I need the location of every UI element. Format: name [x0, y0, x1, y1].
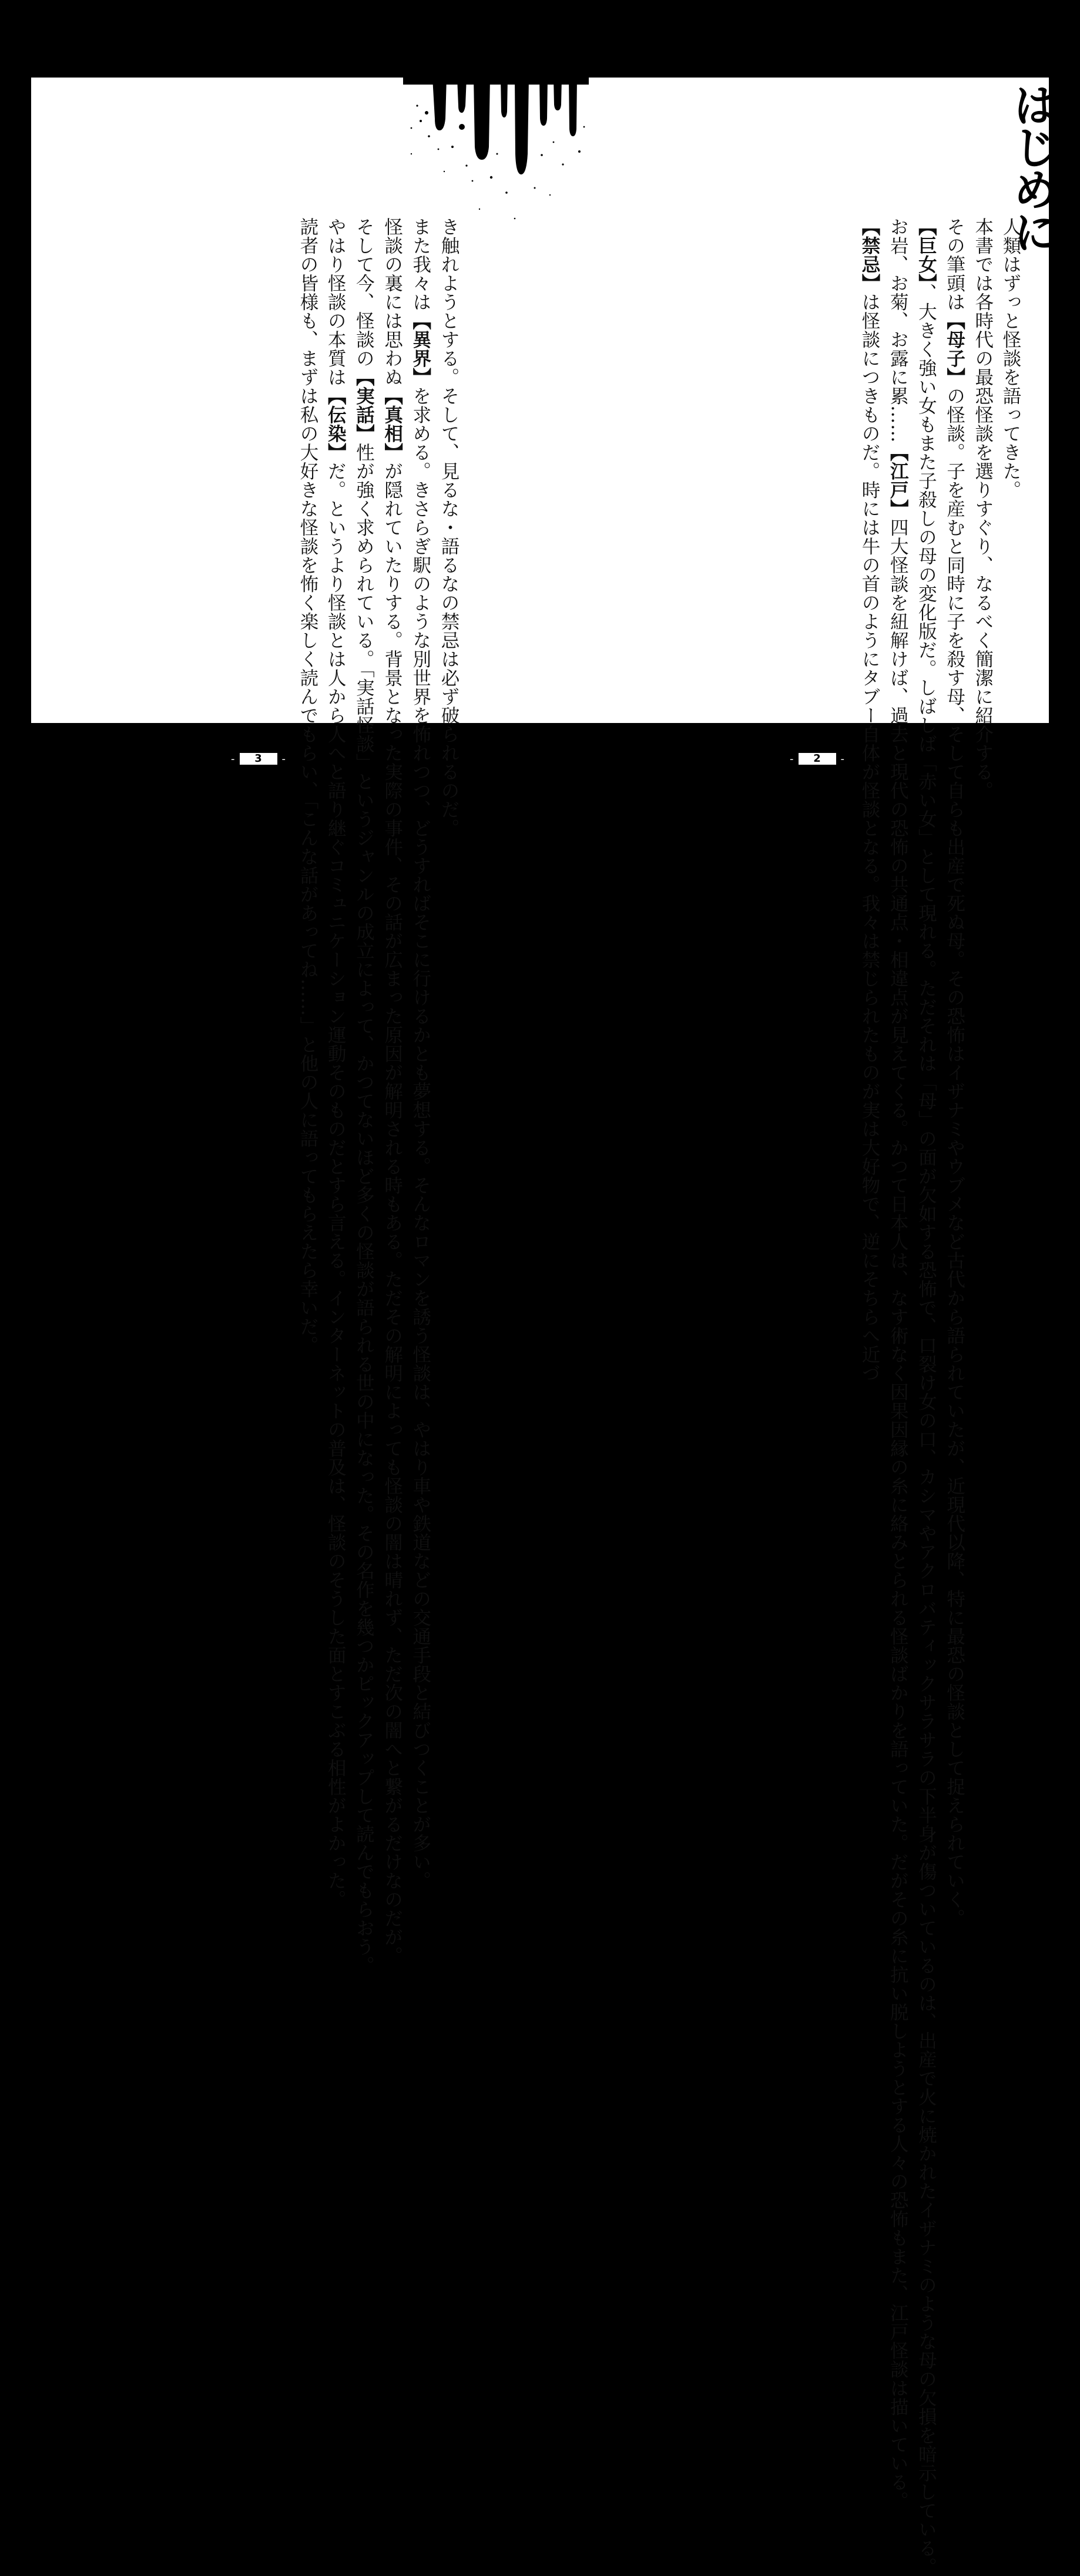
page-number-right: - 2 -	[790, 752, 844, 765]
left-page-body	[51, 217, 462, 1975]
paragraph: やはり怪談の本質は【伝染】だ。というより怪談とは人から人へと語り継ぐコミュニケーション運動そのものだとすら言える。インターネットの普及は、怪談のそうした面とすこぶる相性がよかった。	[325, 217, 347, 1909]
book-spread	[31, 78, 1058, 2576]
paragraph: 【巨女】、大きく強い女もまた子殺しの母の変化版だ。しばしば「赤い女」として現れる。ただそれは「母」の面が欠如する恐怖で、口裂け女の口、カシマやアクロバティックサラサラの下半身が傷ついているのは、出産で火に焼かれたイザナミのような母の欠損を暗示している。	[915, 217, 938, 2576]
paragraph: 読者の皆様も、まずは私の大好きな怪談を怖く楽しく読んでもらい、「こんな話があってね……」と他の人に語ってもらえたら幸いだ。	[297, 217, 318, 1355]
page-title: はじめに	[1006, 82, 1058, 251]
paragraph: そして今、怪談の【実話】性が強く求められている。「実話怪談」というジャンルの成立によって、かつてないほど多くの怪談が語られる世の中になった。その名作を幾つかピックアップして読んでもらおう。	[353, 217, 375, 1975]
page-number-left: - 3 -	[231, 752, 286, 765]
right-page-body	[642, 217, 1024, 2576]
page-number: 3	[240, 753, 277, 765]
paragraph: 怪談の裏には思わぬ【真相】が隠れていたりする。背景となった実際の事件、その話が広まった原因が解明される時もある。ただその解明によっても怪談の闇は晴れず、ただ次の闇へと繋がるだけなのだが。	[381, 217, 404, 1965]
paragraph: お岩、お菊、お露に累……【江戸】四大怪談を紐解けば、過去と現代の恐怖の共通点・相違点が見えてくる。かつて日本人は、なす術なく因果因縁の糸に絡みとられる怪談ばかりを語っていた。だがその糸に抗い脱しようとする人々の恐怖もまた、江戸怪談は描いている。	[887, 217, 910, 2510]
page-number: 2	[799, 753, 836, 765]
paragraph: 本書では各時代の最恐怪談を選りすぐり、なるべく簡潔に紹介する。	[972, 217, 994, 800]
paragraph: また我々は【異界】を求める。きさらぎ駅のような別世界を怖れつつ、どうすればそこに行けるかとも夢想する。そんなロマンを誘う怪談は、やはり車や鉄道などの交通手段と結びつくことが多い。	[410, 217, 432, 1890]
paragraph: その筆頭は【母子】の怪談。子を産むと同時に子を殺す母、そして自らも出産で死ぬ母。その恐怖はイザナミやウブメなど古代から語られていたが、近現代以降、特に最恐の怪談として捉えられていく。	[944, 217, 966, 1928]
paragraph: 【禁忌】は怪談につきものだ。時には牛の首のようにタブー自体が怪談となる。我々は禁じられたものが実は大好物で、逆にそちらへ近づ	[858, 217, 881, 1383]
paragraph: き触れようとする。そして、見るな・語るなの禁忌は必ず破られるのだ。	[438, 217, 459, 838]
paragraph: 人類はずっと怪談を語ってきた。	[1000, 217, 1021, 499]
